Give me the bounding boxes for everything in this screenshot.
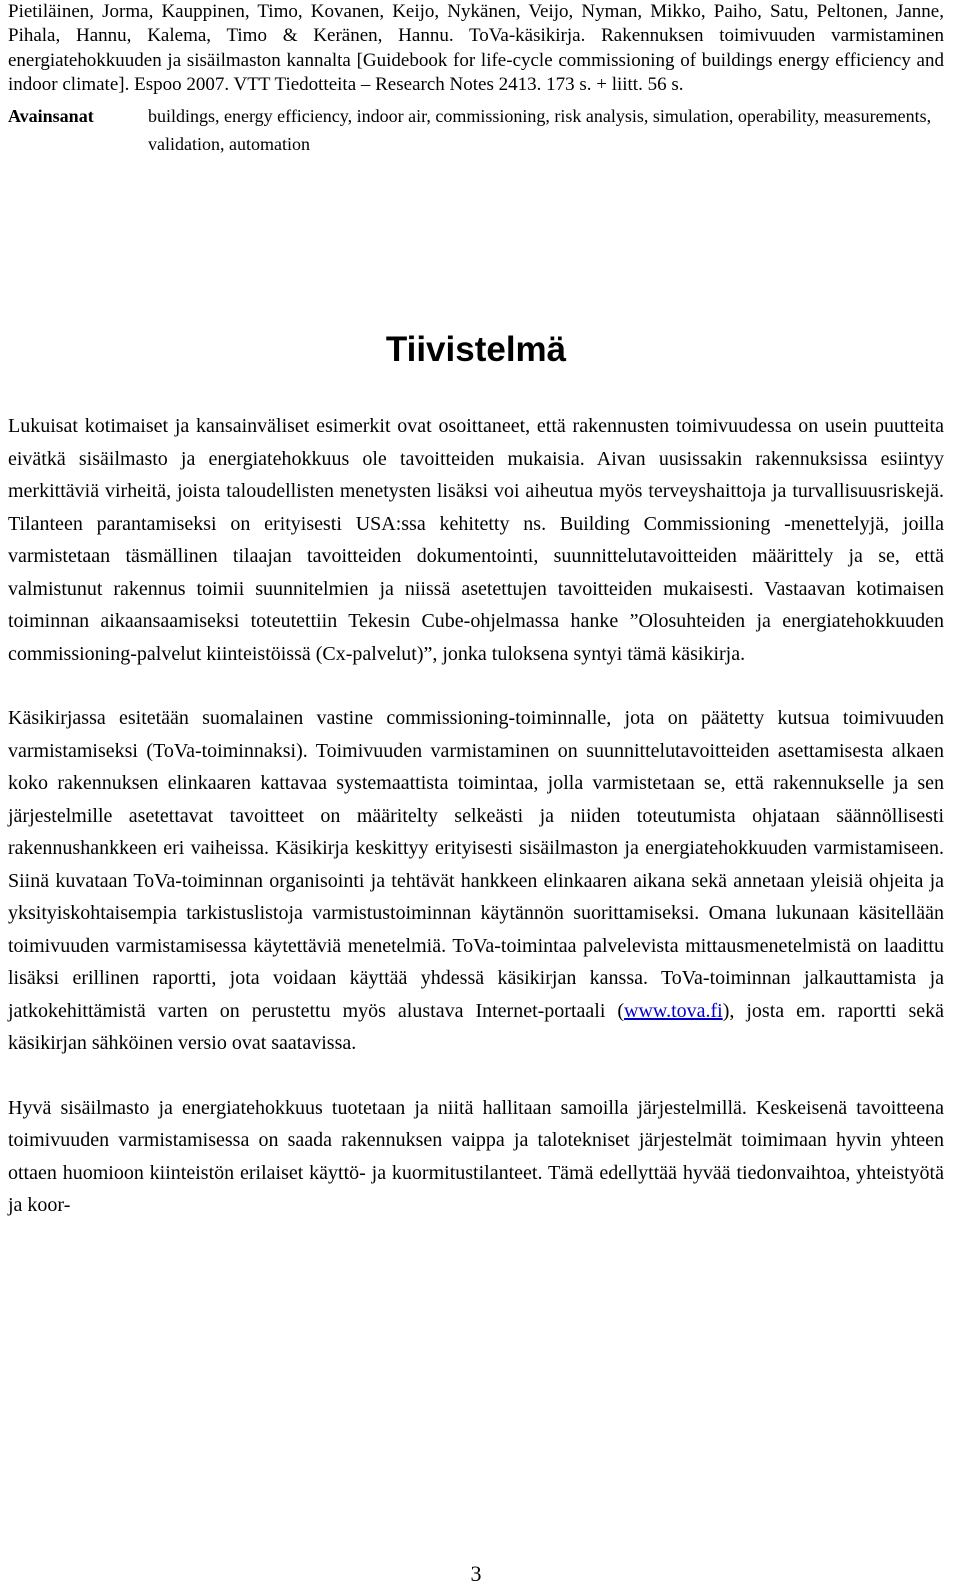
keywords-row xyxy=(8,102,944,158)
keywords-text: buildings, energy efficiency, indoor air, commissioning, risk analysis, simulation, operability, measurements, validation, automation xyxy=(148,105,932,154)
paragraph-1: Lukuisat kotimaiset ja kansainväliset esimerkit ovat osoittaneet, että rakennusten toimivuudessa on usein puutteita eivätkä sisäilmasto ja energiatehokkuus ole tavoitteiden mukaisia. Aivan uusissakin rakennuksissa esiintyy merkittäviä virheitä, joista taloudellisten menetysten lisäksi voi aiheutua myös terveyshaittoja ja turvallisuusriskejä. Tilanteen parantamiseksi on erityisesti USA:ssa kehitetty ns. Building Commissioning -menettelyjä, joilla varmistetaan täsmällinen tilaajan tavoitteiden dokumentointi, suunnittelutavoitteiden määrittely ja se, että valmistunut rakennus toimii suunnitelmien ja niissä asetettujen tavoitteiden mukaisesti. Vastaavan kotimaisen toiminnan aikaansaamiseksi toteutettiin Tekesin Cube-ohjelmassa hanke ”Olosuhteiden ja energiatehokkuuden commissioning-palvelut kiinteistöissä (Cx-palvelut)”, jonka tuloksena syntyi tämä käsikirja. xyxy=(8,415,944,665)
page-number: 3 xyxy=(470,1561,482,1586)
paragraph-3: Hyvä sisäilmasto ja energiatehokkuus tuotetaan ja niitä hallitaan samoilla järjestelmillä. Keskeisenä tavoitteena toimivuuden varmistamisessa on saada rakennuksen vaippa ja talotekniset järjestelmät toimimaan hyvin yhteen ottaen huomioon kiinteistön erilaiset käyttö- ja kuormitustilanteet. Tämä edellyttää hyvää tiedonvaihtoa, yhteistyötä ja koor- xyxy=(8,1096,944,1216)
paragraph-2-text-end: ), josta em. raportti sekä käsikirjan sähköinen versio ovat saatavissa. xyxy=(8,999,944,1054)
document-page xyxy=(8,0,944,1586)
abstract-body xyxy=(8,410,944,1222)
keywords-label: Avainsanat xyxy=(8,105,94,126)
abstract-heading: Tiivistelmä xyxy=(385,330,567,369)
tova-portal-link[interactable]: www.tova.fi xyxy=(624,999,723,1022)
citation-text: Pietiläinen, Jorma, Kauppinen, Timo, Kovanen, Keijo, Nykänen, Veijo, Nyman, Mikko, Paiho, Satu, Peltonen, Janne, Pihala, Hannu, Kalema, Timo & Keränen, Hannu. ToVa-käsikirja. Rakennuksen toimivuuden varmistaminen energiatehokkuuden ja sisäilmaston kannalta [Guidebook for life-cycle commissioning of buildings energy efficiency and indoor climate]. Espoo 2007. VTT Tiedotteita – Research Notes 2413. 173 s. + liitt. 56 s. xyxy=(8,1,944,96)
paragraph-2 xyxy=(8,702,944,1060)
paragraph-2-text-start: Käsikirjassa esitetään suomalainen vastine commissioning-toiminnalle, jota on päätetty kutsua toimivuuden varmistamiseksi (ToVa-toiminnaksi). Toimivuuden varmistaminen on suunnittelutavoitteiden asettamisesta alkaen koko rakennuksen elinkaaren kattavaa systemaattista toimintaa, jolla varmistetaan se, että rakennukselle ja sen järjestelmille asetettavat tavoitteet on määritelty selkeästi ja niiden toteutumista ohjataan säännöllisesti rakennushankkeen eri vaiheissa. Käsikirja keskittyy erityisesti sisäilmaston ja energiatehokkuuden varmistamiseen. Siinä kuvataan ToVa-toiminnan organisointi ja tehtävät hankkeen elinkaaren aikana sekä annetaan yleisiä ohjeita ja yksityiskohtaisempia tarkistuslistoja varmistustoiminnan käytännön suorittamiseksi. Omana lukunaan käsitellään toimivuuden varmistamisessa käytettäviä menetelmiä. ToVa-toimintaa palvelevista mittausmenetelmistä on laadittu lisäksi erillinen raportti, jota voidaan käyttää yhdessä käsikirjan kanssa. ToVa-toiminnan jalkauttamista ja jatkokehittämistä varten on perustettu myös alustava Internet-portaali ( xyxy=(8,707,944,1022)
